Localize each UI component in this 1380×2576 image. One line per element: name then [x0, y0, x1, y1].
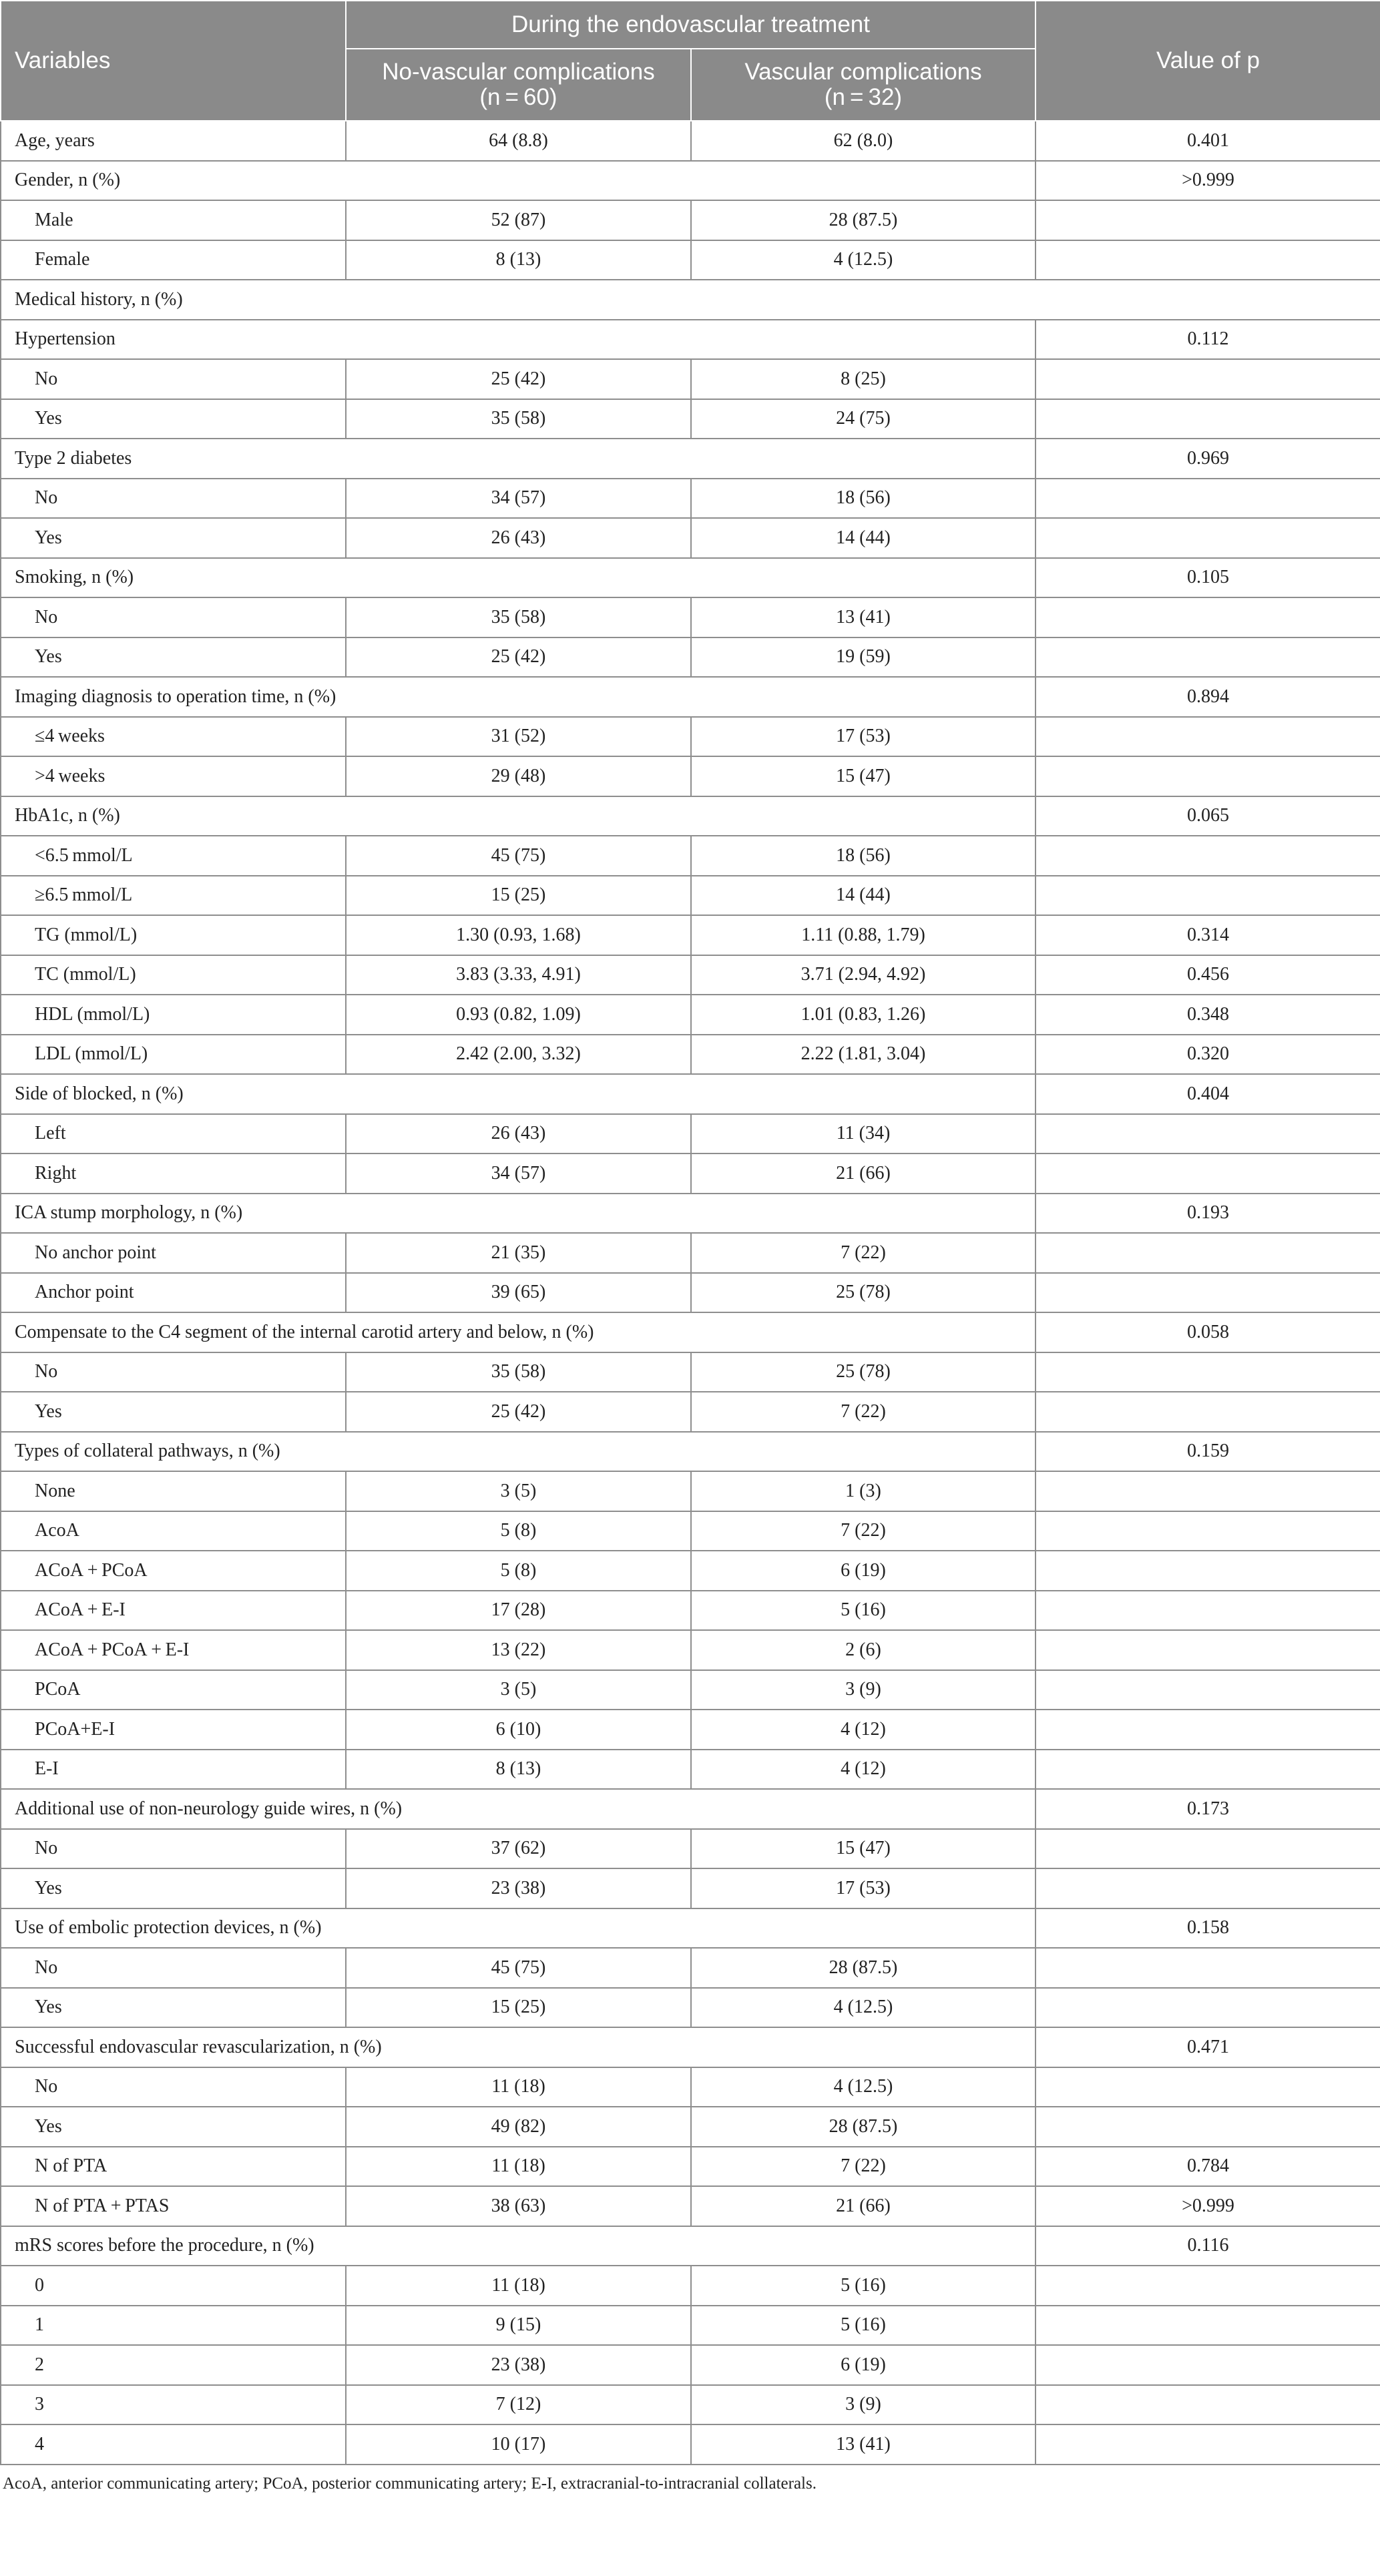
p-value-cell — [1036, 597, 1380, 637]
p-value-cell — [1036, 637, 1380, 678]
p-value-cell: 0.173 — [1036, 1789, 1380, 1829]
row-label: Type 2 diabetes — [1, 439, 1036, 479]
table-row — [1, 1551, 1380, 1591]
p-value-cell — [1036, 200, 1380, 240]
table-row — [1, 2107, 1380, 2147]
table-row — [1, 637, 1380, 678]
row-label: ACoA + E-I — [1, 1591, 346, 1631]
table-row — [1, 1630, 1380, 1670]
no-complications-cell: 3 (5) — [346, 1670, 691, 1710]
table-row — [1, 1273, 1380, 1313]
row-label: LDL (mmol/L) — [1, 1035, 346, 1075]
row-label: Yes — [1, 399, 346, 439]
no-complications-cell: 11 (18) — [346, 2067, 691, 2107]
table-row — [1, 479, 1380, 519]
complications-cell: 4 (12) — [691, 1710, 1036, 1750]
row-label: Yes — [1, 637, 346, 678]
no-complications-cell: 17 (28) — [346, 1591, 691, 1631]
table-row — [1, 1591, 1380, 1631]
no-complications-cell: 25 (42) — [346, 1392, 691, 1432]
p-value-cell: 0.193 — [1036, 1194, 1380, 1234]
p-value-cell — [1036, 399, 1380, 439]
row-label: No — [1, 359, 346, 399]
no-complications-cell: 35 (58) — [346, 399, 691, 439]
row-label: mRS scores before the procedure, n (%) — [1, 2226, 1036, 2266]
table-row — [1, 1153, 1380, 1194]
complications-cell: 62 (8.0) — [691, 121, 1036, 161]
p-value-cell — [1036, 2345, 1380, 2385]
no-complications-cell: 5 (8) — [346, 1511, 691, 1551]
row-label: Yes — [1, 1988, 346, 2028]
no-complications-cell: 9 (15) — [346, 2306, 691, 2346]
row-label: E-I — [1, 1750, 346, 1790]
no-complications-cell: 35 (58) — [346, 597, 691, 637]
complications-cell: 25 (78) — [691, 1273, 1036, 1313]
table-row — [1, 1988, 1380, 2028]
table-row — [1, 240, 1380, 280]
complications-cell: 4 (12.5) — [691, 2067, 1036, 2107]
complications-cell: 7 (22) — [691, 2147, 1036, 2187]
complications-cell: 14 (44) — [691, 876, 1036, 916]
table-row — [1, 558, 1380, 598]
row-label: 4 — [1, 2424, 346, 2465]
header-complications-line1: Vascular complications — [744, 59, 982, 85]
p-value-cell — [1036, 1511, 1380, 1551]
complications-cell: 5 (16) — [691, 2306, 1036, 2346]
table-row — [1, 836, 1380, 876]
table-row — [1, 1511, 1380, 1551]
table-row — [1, 1312, 1380, 1352]
no-complications-cell: 8 (13) — [346, 240, 691, 280]
p-value-cell — [1036, 1392, 1380, 1432]
complications-cell: 21 (66) — [691, 1153, 1036, 1194]
p-value-cell — [1036, 359, 1380, 399]
p-value-cell — [1036, 2107, 1380, 2147]
p-value-cell — [1036, 1988, 1380, 2028]
p-value-cell — [1036, 876, 1380, 916]
no-complications-cell: 37 (62) — [346, 1829, 691, 1869]
p-value-cell — [1036, 1630, 1380, 1670]
complications-cell: 17 (53) — [691, 717, 1036, 757]
p-value-cell — [1036, 1471, 1380, 1511]
p-value-cell: 0.065 — [1036, 796, 1380, 836]
no-complications-cell: 64 (8.8) — [346, 121, 691, 161]
row-label: TG (mmol/L) — [1, 915, 346, 955]
complications-cell: 28 (87.5) — [691, 1948, 1036, 1988]
table-row — [1, 2226, 1380, 2266]
table-row — [1, 2385, 1380, 2425]
complications-cell: 15 (47) — [691, 756, 1036, 796]
table-row — [1, 1750, 1380, 1790]
row-label: <6.5 mmol/L — [1, 836, 346, 876]
row-label: Age, years — [1, 121, 346, 161]
p-value-cell — [1036, 1710, 1380, 1750]
table-row — [1, 320, 1380, 360]
p-value-cell: 0.159 — [1036, 1432, 1380, 1472]
complications-cell: 19 (59) — [691, 637, 1036, 678]
p-value-cell: 0.401 — [1036, 121, 1380, 161]
table-row — [1, 1035, 1380, 1075]
row-label: No — [1, 2067, 346, 2107]
no-complications-cell: 6 (10) — [346, 1710, 691, 1750]
complications-cell: 11 (34) — [691, 1114, 1036, 1154]
row-label: Additional use of non-neurology guide wires, n (%) — [1, 1789, 1036, 1829]
header-no-complications-line2: (n = 60) — [479, 84, 557, 110]
row-label: Right — [1, 1153, 346, 1194]
p-value-cell — [1036, 1750, 1380, 1790]
p-value-cell — [1036, 1591, 1380, 1631]
table-row — [1, 2067, 1380, 2107]
table-row — [1, 1908, 1380, 1949]
header-group: During the endovascular treatment — [346, 1, 1036, 49]
complications-cell: 4 (12.5) — [691, 1988, 1036, 2028]
row-label: N of PTA — [1, 2147, 346, 2187]
row-label: PCoA — [1, 1670, 346, 1710]
complications-cell: 17 (53) — [691, 1868, 1036, 1908]
complications-cell: 13 (41) — [691, 2424, 1036, 2465]
table-footnote: AcoA, anterior communicating artery; PCoA, posterior communicating artery; E-I, extracranial-to-intracranial collaterals. — [3, 2474, 817, 2493]
table-row — [1, 1829, 1380, 1869]
complications-cell: 5 (16) — [691, 2266, 1036, 2306]
p-value-cell — [1036, 2067, 1380, 2107]
row-label: ACoA + PCoA + E-I — [1, 1630, 346, 1670]
table-row — [1, 200, 1380, 240]
complications-cell: 24 (75) — [691, 399, 1036, 439]
table-row — [1, 1948, 1380, 1988]
p-value-cell — [1036, 518, 1380, 558]
table-row — [1, 1233, 1380, 1273]
no-complications-cell: 29 (48) — [346, 756, 691, 796]
no-complications-cell: 45 (75) — [346, 1948, 691, 1988]
table-header — [1, 1, 1380, 121]
no-complications-cell: 39 (65) — [346, 1273, 691, 1313]
row-label: Yes — [1, 1392, 346, 1432]
row-label: N of PTA + PTAS — [1, 2186, 346, 2226]
no-complications-cell: 52 (87) — [346, 200, 691, 240]
no-complications-cell: 11 (18) — [346, 2147, 691, 2187]
table-row — [1, 1432, 1380, 1472]
row-label: ≥6.5 mmol/L — [1, 876, 346, 916]
row-label: 1 — [1, 2306, 346, 2346]
no-complications-cell: 8 (13) — [346, 1750, 691, 1790]
row-label: No — [1, 1829, 346, 1869]
header-no-complications — [346, 49, 691, 121]
table-row — [1, 121, 1380, 161]
header-complications-line2: (n = 32) — [824, 84, 903, 110]
row-label: Male — [1, 200, 346, 240]
no-complications-cell: 35 (58) — [346, 1352, 691, 1392]
complications-cell: 1 (3) — [691, 1471, 1036, 1511]
table-row — [1, 597, 1380, 637]
complications-cell: 6 (19) — [691, 1551, 1036, 1591]
p-value-cell — [1036, 1948, 1380, 1988]
table-row — [1, 2027, 1380, 2067]
no-complications-cell: 31 (52) — [346, 717, 691, 757]
p-value-cell — [1036, 1114, 1380, 1154]
no-complications-cell: 5 (8) — [346, 1551, 691, 1591]
no-complications-cell: 7 (12) — [346, 2385, 691, 2425]
row-label: 3 — [1, 2385, 346, 2425]
table-row — [1, 1670, 1380, 1710]
no-complications-cell: 26 (43) — [346, 518, 691, 558]
no-complications-cell: 38 (63) — [346, 2186, 691, 2226]
p-value-cell: 0.348 — [1036, 995, 1380, 1035]
row-label: PCoA+E-I — [1, 1710, 346, 1750]
table-row — [1, 1710, 1380, 1750]
p-value-cell: 0.058 — [1036, 1312, 1380, 1352]
row-label: Anchor point — [1, 1273, 346, 1313]
table-row — [1, 280, 1380, 320]
row-label: No — [1, 597, 346, 637]
header-variables: Variables — [1, 1, 346, 121]
p-value-cell: 0.116 — [1036, 2226, 1380, 2266]
table-body — [1, 121, 1380, 2465]
complications-cell: 1.01 (0.83, 1.26) — [691, 995, 1036, 1035]
table-row — [1, 518, 1380, 558]
table-row — [1, 1392, 1380, 1432]
table-row — [1, 2186, 1380, 2226]
complications-cell: 28 (87.5) — [691, 200, 1036, 240]
p-value-cell — [1036, 2385, 1380, 2425]
complications-cell: 4 (12.5) — [691, 240, 1036, 280]
table-row — [1, 796, 1380, 836]
p-value-cell: 0.471 — [1036, 2027, 1380, 2067]
row-label: TC (mmol/L) — [1, 955, 346, 995]
no-complications-cell: 34 (57) — [346, 1153, 691, 1194]
p-value-cell — [1036, 2424, 1380, 2465]
table-row — [1, 995, 1380, 1035]
table-row — [1, 399, 1380, 439]
no-complications-cell: 1.30 (0.93, 1.68) — [346, 915, 691, 955]
complications-cell: 2 (6) — [691, 1630, 1036, 1670]
row-label: No — [1, 1948, 346, 1988]
table-row — [1, 1114, 1380, 1154]
row-label: 0 — [1, 2266, 346, 2306]
no-complications-cell: 15 (25) — [346, 1988, 691, 2028]
complications-cell: 1.11 (0.88, 1.79) — [691, 915, 1036, 955]
table-row — [1, 756, 1380, 796]
complications-cell: 18 (56) — [691, 479, 1036, 519]
row-label: >4 weeks — [1, 756, 346, 796]
table-row — [1, 439, 1380, 479]
complications-cell: 3 (9) — [691, 1670, 1036, 1710]
complications-cell: 6 (19) — [691, 2345, 1036, 2385]
table-row — [1, 717, 1380, 757]
p-value-cell: 0.158 — [1036, 1908, 1380, 1949]
complications-cell: 7 (22) — [691, 1233, 1036, 1273]
table-row — [1, 915, 1380, 955]
row-label: 2 — [1, 2345, 346, 2385]
row-label: Female — [1, 240, 346, 280]
no-complications-cell: 49 (82) — [346, 2107, 691, 2147]
p-value-cell: 0.784 — [1036, 2147, 1380, 2187]
no-complications-cell: 25 (42) — [346, 637, 691, 678]
p-value-cell — [1036, 756, 1380, 796]
row-label: HDL (mmol/L) — [1, 995, 346, 1035]
table-row — [1, 955, 1380, 995]
complications-cell: 13 (41) — [691, 597, 1036, 637]
p-value-cell: 0.112 — [1036, 320, 1380, 360]
p-value-cell — [1036, 717, 1380, 757]
complications-cell: 3 (9) — [691, 2385, 1036, 2425]
no-complications-cell: 23 (38) — [346, 2345, 691, 2385]
no-complications-cell: 10 (17) — [346, 2424, 691, 2465]
row-label: Use of embolic protection devices, n (%) — [1, 1908, 1036, 1949]
table-row — [1, 1074, 1380, 1114]
complications-cell: 5 (16) — [691, 1591, 1036, 1631]
p-value-cell — [1036, 1153, 1380, 1194]
complications-cell: 7 (22) — [691, 1392, 1036, 1432]
p-value-cell — [1036, 240, 1380, 280]
complications-cell: 21 (66) — [691, 2186, 1036, 2226]
row-label: ICA stump morphology, n (%) — [1, 1194, 1036, 1234]
p-value-cell — [1036, 1551, 1380, 1591]
complications-cell: 14 (44) — [691, 518, 1036, 558]
no-complications-cell: 2.42 (2.00, 3.32) — [346, 1035, 691, 1075]
row-label: Successful endovascular revascularization, n (%) — [1, 2027, 1036, 2067]
complications-cell: 8 (25) — [691, 359, 1036, 399]
row-label: Yes — [1, 1868, 346, 1908]
p-value-cell — [1036, 2266, 1380, 2306]
header-complications — [691, 49, 1036, 121]
table-row — [1, 1471, 1380, 1511]
no-complications-cell: 3 (5) — [346, 1471, 691, 1511]
p-value-cell: 0.314 — [1036, 915, 1380, 955]
table-row — [1, 2424, 1380, 2465]
no-complications-cell: 21 (35) — [346, 1233, 691, 1273]
complications-cell: 4 (12) — [691, 1750, 1036, 1790]
complications-cell: 2.22 (1.81, 3.04) — [691, 1035, 1036, 1075]
table-row — [1, 876, 1380, 916]
table-row — [1, 1352, 1380, 1392]
complications-cell: 25 (78) — [691, 1352, 1036, 1392]
row-label: AcoA — [1, 1511, 346, 1551]
table-row — [1, 1194, 1380, 1234]
p-value-cell: 0.105 — [1036, 558, 1380, 598]
table-row — [1, 359, 1380, 399]
no-complications-cell: 34 (57) — [346, 479, 691, 519]
p-value-cell — [1036, 1233, 1380, 1273]
table-row — [1, 2147, 1380, 2187]
table-row — [1, 2306, 1380, 2346]
p-value-cell: >0.999 — [1036, 161, 1380, 201]
complications-cell: 3.71 (2.94, 4.92) — [691, 955, 1036, 995]
table-row — [1, 677, 1380, 717]
p-value-cell: 0.404 — [1036, 1074, 1380, 1114]
complications-cell: 18 (56) — [691, 836, 1036, 876]
row-label: ≤4 weeks — [1, 717, 346, 757]
row-label: None — [1, 1471, 346, 1511]
complications-cell: 15 (47) — [691, 1829, 1036, 1869]
table-row — [1, 161, 1380, 201]
row-label: Imaging diagnosis to operation time, n (%) — [1, 677, 1036, 717]
table-row — [1, 1868, 1380, 1908]
row-label: No — [1, 1352, 346, 1392]
p-value-cell: 0.320 — [1036, 1035, 1380, 1075]
no-complications-cell: 0.93 (0.82, 1.09) — [346, 995, 691, 1035]
no-complications-cell: 13 (22) — [346, 1630, 691, 1670]
p-value-cell — [1036, 479, 1380, 519]
table-row — [1, 2345, 1380, 2385]
no-complications-cell: 23 (38) — [346, 1868, 691, 1908]
row-label: Gender, n (%) — [1, 161, 1036, 201]
table-row — [1, 2266, 1380, 2306]
p-value-cell — [1036, 1670, 1380, 1710]
row-label: Left — [1, 1114, 346, 1154]
row-label: HbA1c, n (%) — [1, 796, 1036, 836]
row-label: Smoking, n (%) — [1, 558, 1036, 598]
no-complications-cell: 45 (75) — [346, 836, 691, 876]
p-value-cell — [1036, 1868, 1380, 1908]
no-complications-cell: 11 (18) — [346, 2266, 691, 2306]
p-value-cell: 0.969 — [1036, 439, 1380, 479]
p-value-cell: 0.894 — [1036, 677, 1380, 717]
complications-cell: 28 (87.5) — [691, 2107, 1036, 2147]
header-pvalue: Value of p — [1036, 1, 1380, 121]
complications-cell: 7 (22) — [691, 1511, 1036, 1551]
table-row — [1, 1789, 1380, 1829]
p-value-cell — [1036, 836, 1380, 876]
p-value-cell: >0.999 — [1036, 2186, 1380, 2226]
row-label: Yes — [1, 2107, 346, 2147]
row-label: Medical history, n (%) — [1, 280, 1380, 320]
no-complications-cell: 26 (43) — [346, 1114, 691, 1154]
p-value-cell — [1036, 1829, 1380, 1869]
row-label: ACoA + PCoA — [1, 1551, 346, 1591]
no-complications-cell: 25 (42) — [346, 359, 691, 399]
p-value-cell — [1036, 2306, 1380, 2346]
row-label: No — [1, 479, 346, 519]
row-label: Hypertension — [1, 320, 1036, 360]
no-complications-cell: 15 (25) — [346, 876, 691, 916]
p-value-cell: 0.456 — [1036, 955, 1380, 995]
p-value-cell — [1036, 1352, 1380, 1392]
row-label: No anchor point — [1, 1233, 346, 1273]
row-label: Types of collateral pathways, n (%) — [1, 1432, 1036, 1472]
header-no-complications-line1: No-vascular complications — [382, 59, 655, 85]
row-label: Yes — [1, 518, 346, 558]
p-value-cell — [1036, 1273, 1380, 1313]
no-complications-cell: 3.83 (3.33, 4.91) — [346, 955, 691, 995]
row-label: Compensate to the C4 segment of the internal carotid artery and below, n (%) — [1, 1312, 1036, 1352]
row-label: Side of blocked, n (%) — [1, 1074, 1036, 1114]
